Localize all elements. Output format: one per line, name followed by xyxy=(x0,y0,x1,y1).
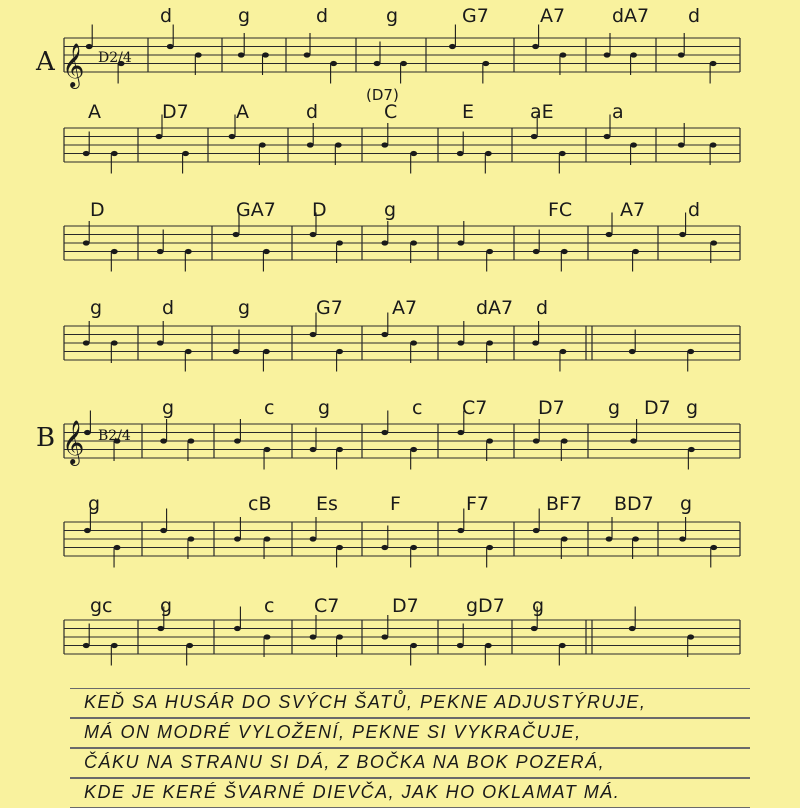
note-head xyxy=(310,232,317,237)
note-head xyxy=(114,545,121,550)
chord-symbol: c xyxy=(264,595,275,617)
note-head xyxy=(111,249,118,254)
note-head xyxy=(233,232,240,237)
chord-symbol: g xyxy=(238,5,251,27)
lyric-line-3: ČÁKU NA STRANU SI DÁ, Z BOČKA NA BOK POZERÁ, xyxy=(70,748,750,778)
chord-symbol: D xyxy=(90,199,105,221)
note-head xyxy=(157,340,164,345)
note-head xyxy=(457,643,464,648)
chord-symbol: c xyxy=(264,397,275,419)
chord-symbol: g xyxy=(238,297,251,319)
chord-symbol: BF7 xyxy=(546,493,583,515)
chord-symbol: g xyxy=(386,5,399,27)
treble-clef-a: 𝄞 xyxy=(62,43,85,87)
note-head xyxy=(410,340,417,345)
note-head xyxy=(381,545,388,550)
note-head xyxy=(262,52,269,57)
chord-symbol: D7 xyxy=(644,397,671,419)
note-head xyxy=(532,44,539,49)
note-head xyxy=(229,134,236,139)
note-head xyxy=(83,643,90,648)
note-head xyxy=(457,151,464,156)
staves xyxy=(64,38,740,654)
note-head xyxy=(83,151,90,156)
section-b-key-signature: B2/4 xyxy=(98,428,131,444)
note-head xyxy=(336,545,343,550)
note-head xyxy=(410,643,417,648)
chord-symbol: FC xyxy=(548,199,573,221)
chord-symbol: A7 xyxy=(540,5,566,27)
note-head xyxy=(234,536,241,541)
note-head xyxy=(83,240,90,245)
note-head xyxy=(560,52,567,57)
note-head xyxy=(687,634,694,639)
note-head xyxy=(687,349,694,354)
chord-symbol: g xyxy=(88,493,101,515)
chord-symbol: A7 xyxy=(392,297,418,319)
chord-symbol: F xyxy=(390,493,401,515)
note-head xyxy=(310,332,317,337)
section-a-key-signature: D2/4 xyxy=(98,50,132,66)
chord-symbol: gc xyxy=(90,595,113,617)
chord-symbol: D7 xyxy=(162,101,189,123)
note-head xyxy=(111,643,118,648)
note-head xyxy=(629,626,636,631)
chord-symbol: g xyxy=(318,397,331,419)
lyric-line-1: KEĎ SA HUSÁR DO SVÝCH ŠATŮ, PEKNE ADJUSTÝRUJE, xyxy=(70,688,750,718)
note-head xyxy=(156,134,163,139)
note-head xyxy=(410,545,417,550)
note-head xyxy=(160,528,167,533)
chord-symbol: g xyxy=(162,397,175,419)
note-head xyxy=(381,332,388,337)
chord-symbol: d xyxy=(688,199,701,221)
chord-symbol: GA7 xyxy=(236,199,276,221)
chord-symbol: d xyxy=(536,297,549,319)
note-head xyxy=(485,643,492,648)
note-head xyxy=(84,430,91,435)
chord-symbol: d xyxy=(162,297,175,319)
chord-symbol: aE xyxy=(530,101,554,123)
chord-symbol: A xyxy=(88,101,101,123)
note-head xyxy=(234,626,241,631)
note-head xyxy=(410,240,417,245)
note-head xyxy=(679,232,686,237)
note-head xyxy=(233,349,240,354)
note-head xyxy=(531,134,538,139)
note-head xyxy=(561,438,568,443)
note-head xyxy=(335,142,342,147)
chord-symbol: E xyxy=(462,101,475,123)
note-head xyxy=(632,249,639,254)
chord-symbol: D xyxy=(312,199,327,221)
note-head xyxy=(678,52,685,57)
chord-symbol: A xyxy=(236,101,249,123)
note-head xyxy=(710,142,717,147)
note-head xyxy=(188,536,195,541)
chord-symbol: d xyxy=(160,5,173,27)
note-head xyxy=(330,61,337,66)
note-head xyxy=(678,142,685,147)
note-head xyxy=(336,634,343,639)
chord-symbol: g xyxy=(680,493,693,515)
lyric-line-4: KDE JE KERÉ ŠVARNÉ DIEVČA, JAK HO OKLAMAT MÁ. xyxy=(70,778,750,808)
note-head xyxy=(264,447,271,452)
note-head xyxy=(157,626,164,631)
note-head xyxy=(400,61,407,66)
note-head xyxy=(559,151,566,156)
note-head xyxy=(307,142,314,147)
chord-symbol: G7 xyxy=(316,297,343,319)
chord-symbol: BD7 xyxy=(614,493,654,515)
note-head xyxy=(629,349,636,354)
note-head xyxy=(457,340,464,345)
note-head xyxy=(533,528,540,533)
note-head xyxy=(310,447,317,452)
note-head xyxy=(457,240,464,245)
note-head xyxy=(310,536,317,541)
note-head xyxy=(449,44,456,49)
note-head xyxy=(336,447,343,452)
note-head xyxy=(688,447,695,452)
note-head xyxy=(604,52,611,57)
note-head xyxy=(710,545,717,550)
chord-symbol: d xyxy=(316,5,329,27)
chord-symbol: C7 xyxy=(314,595,340,617)
lyric-line-2: MÁ ON MODRÉ VYLOŽENÍ, PEKNE SI VYKRAČUJE, xyxy=(70,718,750,748)
note-head xyxy=(632,536,639,541)
note-head xyxy=(410,151,417,156)
note-head xyxy=(559,643,566,648)
note-head xyxy=(486,340,493,345)
chord-symbol: D7 xyxy=(538,397,565,419)
note-head xyxy=(186,643,193,648)
note-head xyxy=(710,61,717,66)
note-head xyxy=(630,142,637,147)
chord-symbol: gD7 xyxy=(466,595,505,617)
note-head xyxy=(533,249,540,254)
chord-symbol: g xyxy=(686,397,699,419)
chord-symbol: Es xyxy=(316,493,338,515)
chord-symbol: dA7 xyxy=(476,297,514,319)
note-head xyxy=(234,438,241,443)
note-head xyxy=(195,52,202,57)
note-head xyxy=(561,536,568,541)
note-head xyxy=(111,151,118,156)
note-head xyxy=(160,438,167,443)
note-head xyxy=(457,430,464,435)
note-head xyxy=(710,240,717,245)
note-head xyxy=(561,249,568,254)
chord-symbol: g xyxy=(160,595,173,617)
note-head xyxy=(381,142,388,147)
chord-symbol: g xyxy=(532,595,545,617)
note-head xyxy=(167,44,174,49)
note-head xyxy=(381,634,388,639)
note-head xyxy=(485,151,492,156)
note-head xyxy=(310,634,317,639)
note-head xyxy=(482,61,489,66)
note-head xyxy=(263,249,270,254)
note-head xyxy=(381,430,388,435)
chord-symbol: g xyxy=(608,397,621,419)
chord-symbol: d xyxy=(688,5,701,27)
note-head xyxy=(259,142,266,147)
chord-symbol: cB xyxy=(248,493,272,515)
note-head xyxy=(606,536,613,541)
chord-symbol: C xyxy=(384,101,398,123)
note-head xyxy=(604,134,611,139)
note-head xyxy=(381,240,388,245)
note-head xyxy=(560,349,567,354)
chord-symbol: c xyxy=(412,397,423,419)
note-head xyxy=(185,249,192,254)
bracket-chord: (D7) xyxy=(366,86,399,104)
section-b-label: B xyxy=(36,423,56,453)
note-head xyxy=(336,240,343,245)
note-head xyxy=(410,447,417,452)
note-head xyxy=(486,249,493,254)
chord-symbol: G7 xyxy=(462,5,489,27)
chord-symbol: a xyxy=(612,101,624,123)
section-a-label: A xyxy=(36,47,55,77)
chord-symbol: F7 xyxy=(466,493,490,515)
note-head xyxy=(533,438,540,443)
chord-symbol: g xyxy=(384,199,397,221)
note-head xyxy=(264,634,271,639)
chord-symbol: C7 xyxy=(462,397,488,419)
note-head xyxy=(111,340,118,345)
note-head xyxy=(86,44,93,49)
note-head xyxy=(185,349,192,354)
note-head xyxy=(336,349,343,354)
note-head xyxy=(630,52,637,57)
note-head xyxy=(630,438,637,443)
note-head xyxy=(531,626,538,631)
note-head xyxy=(304,52,311,57)
chord-symbol: dA7 xyxy=(612,5,650,27)
note-head xyxy=(263,349,270,354)
note-head xyxy=(182,151,189,156)
lyrics-block xyxy=(70,688,750,808)
note-head xyxy=(486,438,493,443)
note-head xyxy=(83,340,90,345)
note-head xyxy=(264,536,271,541)
note-head xyxy=(532,340,539,345)
note-head xyxy=(84,528,91,533)
note-head xyxy=(679,536,686,541)
note-head xyxy=(606,232,613,237)
note-head xyxy=(157,249,164,254)
note-head xyxy=(486,545,493,550)
treble-clef-b: 𝄞 xyxy=(62,420,85,464)
chord-symbol: A7 xyxy=(620,199,646,221)
note-head xyxy=(457,528,464,533)
chord-symbol: D7 xyxy=(392,595,419,617)
note-head xyxy=(374,61,381,66)
chord-symbol: d xyxy=(306,101,319,123)
note-head xyxy=(188,438,195,443)
chord-symbol: g xyxy=(90,297,103,319)
note-head xyxy=(238,52,245,57)
